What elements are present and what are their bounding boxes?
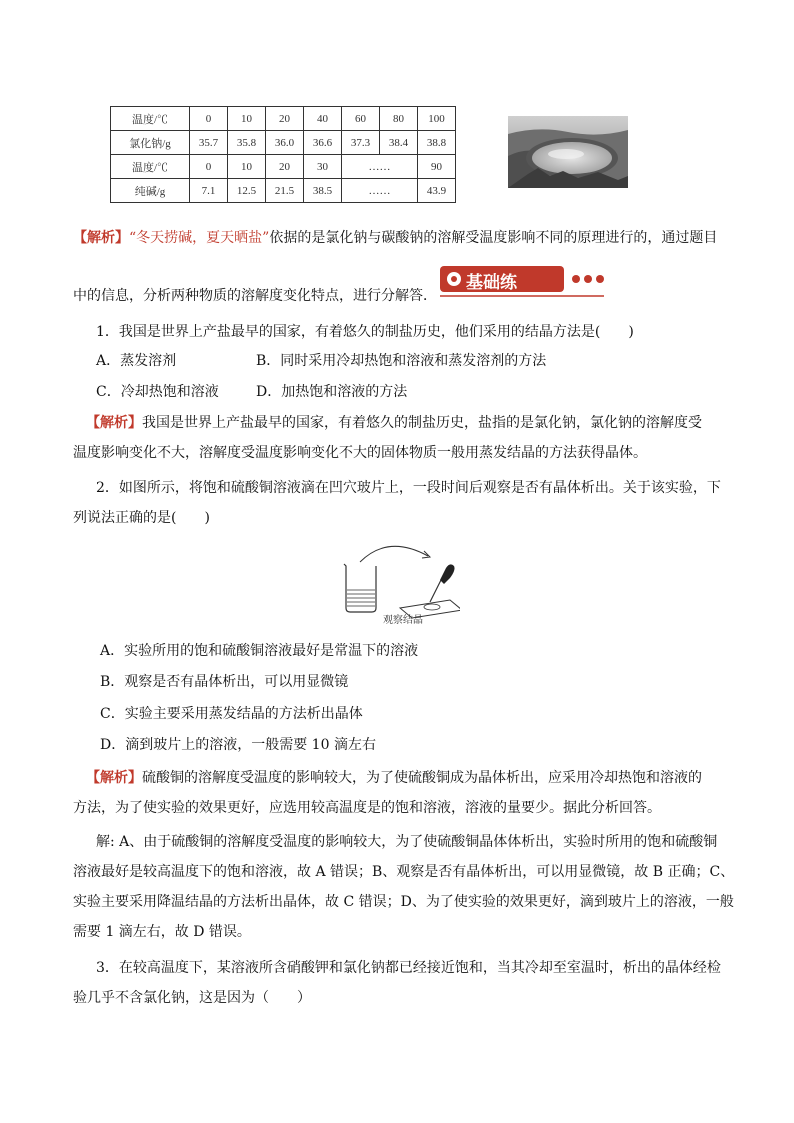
table-cell: 38.4	[380, 131, 418, 155]
table-cell: 30	[304, 155, 342, 179]
analysis-tag: 【解析】	[86, 770, 142, 786]
table-cell: 7.1	[190, 179, 228, 203]
q2-option-d: D．滴到玻片上的溶液，一般需要 10 滴左右	[100, 737, 376, 753]
table-row	[111, 107, 456, 131]
q3-stem-line2: 验几乎不含氯化钠，这是因为（ ）	[73, 990, 311, 1006]
intro-analysis-line2: 中的信息，分析两种物质的溶解度变化特点，进行分解答．	[73, 288, 437, 304]
table-cell: 36.0	[266, 131, 304, 155]
table-cell: 21.5	[266, 179, 304, 203]
q1-option-b: B．同时采用冷却热饱和溶液和蒸发溶剂的方法	[256, 353, 547, 369]
salt-pond-photo	[508, 116, 628, 188]
table-cell: 37.3	[342, 131, 380, 155]
table-cell: 纯碱/g	[111, 179, 190, 203]
table-cell: 温度/℃	[111, 107, 190, 131]
table-cell: 40	[304, 107, 342, 131]
table-cell: 35.8	[228, 131, 266, 155]
table-cell: 10	[228, 107, 266, 131]
q1-analysis-line1	[86, 413, 702, 433]
table-row	[111, 131, 456, 155]
q2-option-b: B．观察是否有晶体析出，可以用显微镜	[100, 674, 349, 690]
table-row	[111, 155, 456, 179]
figure-caption: 观察结晶	[383, 615, 423, 626]
table-cell: ……	[342, 155, 418, 179]
q1-analysis-line2: 温度影响变化不大，溶解度受温度影响变化不大的固体物质一般用蒸发结晶的方法获得晶体。	[73, 445, 647, 461]
q2-option-c: C．实验主要采用蒸发结晶的方法析出晶体	[100, 706, 363, 722]
table-cell: 20	[266, 107, 304, 131]
section-banner	[436, 262, 608, 300]
intro-analysis-line1	[73, 228, 717, 248]
section-banner-label: 基础练	[466, 273, 517, 293]
table-cell: 100	[418, 107, 456, 131]
analysis-text: 我国是世界上产盐最早的国家，有着悠久的制盐历史，盐指的是氯化钠，氯化钠的溶解度受	[142, 415, 702, 431]
q1-option-c: C．冷却热饱和溶液	[96, 384, 219, 400]
table-cell: 43.9	[418, 179, 456, 203]
q2-solution-line1: 解: A、由于硫酸铜的溶解度受温度的影响较大，为了使硫酸铜晶体体析出，实验时所用的饱和硫酸铜	[96, 834, 718, 850]
q2-analysis-line2: 方法，为了使实验的效果更好，应选用较高温度是的饱和溶液，溶液的量要少。据此分析回答。	[73, 800, 661, 816]
q2-solution-line3: 实验主要采用降温结晶的方法析出晶体，故 C 错误；D、为了使实验的效果更好，滴到玻片上的溶液，一般	[73, 894, 734, 910]
q2-analysis-line1	[86, 768, 702, 788]
table-cell: 60	[342, 107, 380, 131]
table-cell: 80	[380, 107, 418, 131]
q1-option-a: A．蒸发溶剂	[96, 353, 177, 369]
table-cell: 38.8	[418, 131, 456, 155]
table-cell: 温度/℃	[111, 155, 190, 179]
q2-stem-line2: 列说法正确的是( )	[73, 510, 210, 526]
table-cell: ……	[342, 179, 418, 203]
solubility-table	[110, 106, 456, 203]
table-cell: 0	[190, 107, 228, 131]
analysis-tag: 【解析】	[73, 230, 129, 246]
table-cell: 35.7	[190, 131, 228, 155]
analysis-text: 硫酸铜的溶解度受温度的影响较大，为了使硫酸铜成为晶体析出，应采用冷却热饱和溶液的	[142, 770, 702, 786]
q2-solution-line2: 溶液最好是较高温度下的饱和溶液，故 A 错误；B、观察是否有晶体析出，可以用显微镜，故 B 正确；C、	[73, 864, 735, 880]
table-cell: 氯化钠/g	[111, 131, 190, 155]
table-cell: 0	[190, 155, 228, 179]
table-cell: 20	[266, 155, 304, 179]
analysis-text: 依据的是氯化钠与碳酸钠的溶解受温度影响不同的原理进行的，通过题目	[269, 230, 718, 246]
table-cell: 36.6	[304, 131, 342, 155]
q3-stem-line1: 3．在较高温度下，某溶液所含硝酸钾和氯化钠都已经接近饱和，当其冷却至室温时，析出的晶体经检	[96, 960, 721, 976]
q1-stem: 1．我国是世界上产盐最早的国家，有着悠久的制盐历史，他们采用的结晶方法是( )	[96, 324, 634, 340]
table-cell: 90	[418, 155, 456, 179]
q1-option-d: D．加热饱和溶液的方法	[256, 384, 408, 400]
analysis-tag: 【解析】	[86, 415, 142, 431]
q2-option-a: A．实验所用的饱和硫酸铜溶液最好是常温下的溶液	[100, 643, 419, 659]
q2-solution-line4: 需要 1 滴左右，故 D 错误。	[73, 924, 251, 940]
table-cell: 38.5	[304, 179, 342, 203]
analysis-quote: “冬天捞碱，夏天晒盐”	[129, 230, 270, 246]
table-cell: 10	[228, 155, 266, 179]
table-row	[111, 179, 456, 203]
q2-stem-line1: 2．如图所示，将饱和硫酸铜溶液滴在凹穴玻片上，一段时间后观察是否有晶体析出。关于该实验，下	[96, 480, 721, 496]
table-cell: 12.5	[228, 179, 266, 203]
